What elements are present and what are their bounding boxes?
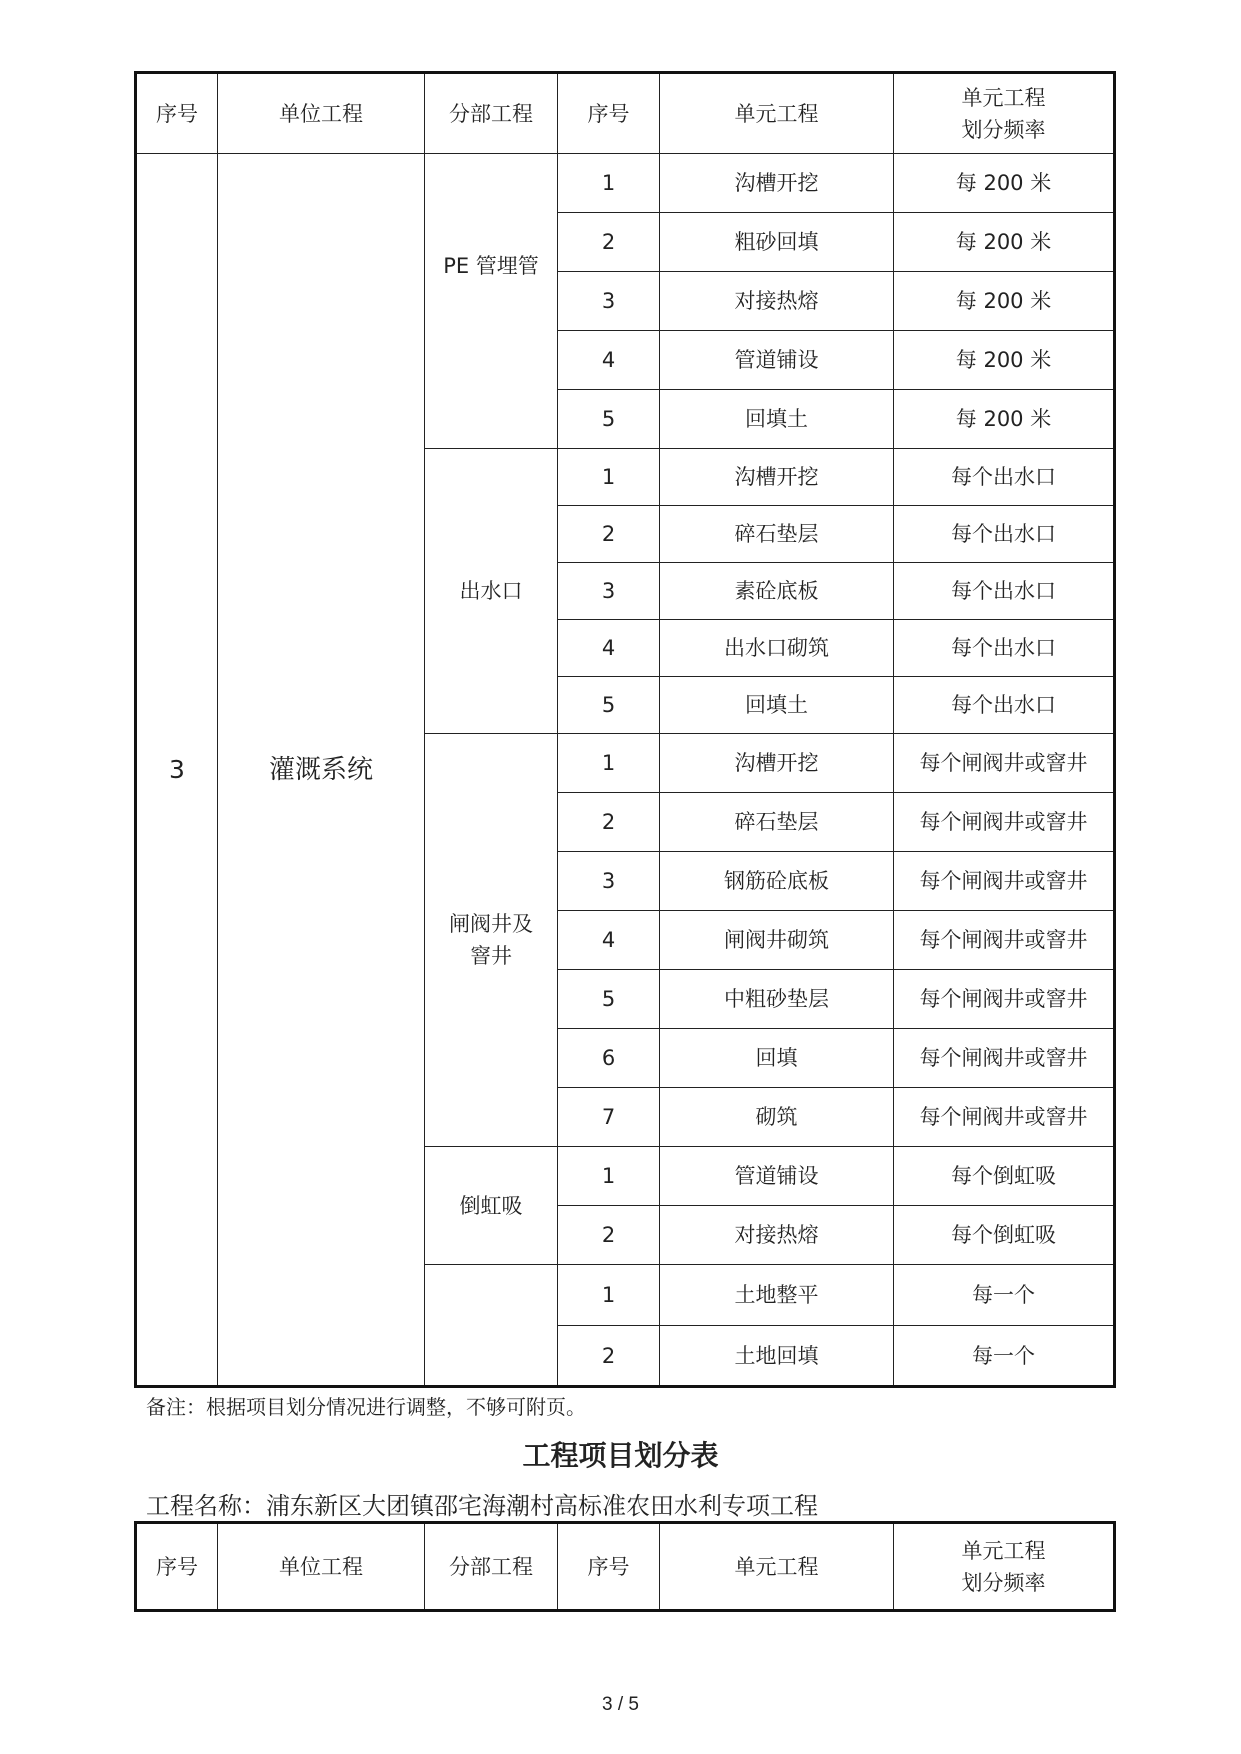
row-name: 闸阀井砌筑 <box>660 911 894 970</box>
row-freq: 每个出水口 <box>894 506 1115 563</box>
row-freq: 每 200 米 <box>894 213 1115 272</box>
header-frequency-line1: 单元工程 <box>961 85 1046 110</box>
row-freq: 每个闸阀井或窨井 <box>894 734 1115 793</box>
row-name: 回填土 <box>660 390 894 449</box>
row-no: 4 <box>558 331 660 390</box>
header-unit-project: 单位工程 <box>218 1523 425 1611</box>
row-freq: 每 200 米 <box>894 331 1115 390</box>
project-division-table <box>134 71 1116 1388</box>
row-no: 3 <box>558 563 660 620</box>
row-no: 1 <box>558 449 660 506</box>
header-item-seq: 序号 <box>558 1523 660 1611</box>
row-no: 2 <box>558 1326 660 1387</box>
row-no: 1 <box>558 1265 660 1326</box>
header-element-project: 单元工程 <box>660 73 894 154</box>
row-name: 管道铺设 <box>660 331 894 390</box>
row-freq: 每 200 米 <box>894 390 1115 449</box>
row-freq: 每一个 <box>894 1326 1115 1387</box>
remark-note: 备注：根据项目划分情况进行调整，不够可附页。 <box>146 1395 586 1419</box>
row-freq: 每个倒虹吸 <box>894 1206 1115 1265</box>
row-name: 土地回填 <box>660 1326 894 1387</box>
row-freq: 每个闸阀井或窨井 <box>894 1029 1115 1088</box>
row-name: 管道铺设 <box>660 1147 894 1206</box>
row-name: 中粗砂垫层 <box>660 970 894 1029</box>
row-freq: 每个闸阀井或窨井 <box>894 793 1115 852</box>
header-frequency <box>894 73 1115 154</box>
project-name: 工程名称：浦东新区大团镇邵宅海潮村高标准农田水利专项工程 <box>146 1492 818 1520</box>
header-seq: 序号 <box>136 1523 218 1611</box>
row-name: 土地整平 <box>660 1265 894 1326</box>
row-no: 2 <box>558 506 660 563</box>
sub-project-unnamed <box>425 1265 558 1387</box>
row-no: 7 <box>558 1088 660 1147</box>
row-name: 钢筋砼底板 <box>660 852 894 911</box>
row-no: 1 <box>558 734 660 793</box>
row-name: 砌筑 <box>660 1088 894 1147</box>
unit-name: 灌溉系统 <box>218 154 425 1387</box>
header-seq: 序号 <box>136 73 218 154</box>
row-name: 沟槽开挖 <box>660 734 894 793</box>
header-element-project: 单元工程 <box>660 1523 894 1611</box>
row-freq: 每个出水口 <box>894 449 1115 506</box>
sub-project-outlet: 出水口 <box>425 449 558 734</box>
row-name: 沟槽开挖 <box>660 449 894 506</box>
sub-project-label-line2: 窨井 <box>470 944 512 968</box>
row-no: 2 <box>558 793 660 852</box>
row-freq: 每 200 米 <box>894 272 1115 331</box>
row-name: 素砼底板 <box>660 563 894 620</box>
row-name: 对接热熔 <box>660 272 894 331</box>
row-no: 5 <box>558 970 660 1029</box>
table-row <box>136 154 1115 213</box>
header-unit-project: 单位工程 <box>218 73 425 154</box>
row-no: 1 <box>558 154 660 213</box>
row-no: 4 <box>558 911 660 970</box>
row-name: 碎石垫层 <box>660 506 894 563</box>
row-freq: 每个出水口 <box>894 620 1115 677</box>
row-no: 4 <box>558 620 660 677</box>
row-no: 5 <box>558 677 660 734</box>
header-sub-project: 分部工程 <box>425 73 558 154</box>
row-name: 对接热熔 <box>660 1206 894 1265</box>
header-sub-project: 分部工程 <box>425 1523 558 1611</box>
row-freq: 每 200 米 <box>894 154 1115 213</box>
row-name: 粗砂回填 <box>660 213 894 272</box>
row-name: 回填土 <box>660 677 894 734</box>
row-freq: 每个倒虹吸 <box>894 1147 1115 1206</box>
row-freq: 每一个 <box>894 1265 1115 1326</box>
table-header-row <box>136 73 1115 154</box>
row-no: 5 <box>558 390 660 449</box>
header-frequency <box>894 1523 1115 1611</box>
header-frequency-line2: 划分频率 <box>961 117 1046 142</box>
row-freq: 每个闸阀井或窨井 <box>894 1088 1115 1147</box>
page-number: 3 / 5 <box>602 1694 639 1715</box>
row-name: 出水口砌筑 <box>660 620 894 677</box>
header-frequency-line1: 单元工程 <box>961 1538 1046 1563</box>
row-freq: 每个出水口 <box>894 677 1115 734</box>
section-title: 工程项目划分表 <box>522 1439 719 1472</box>
sub-project-inverted-siphon: 倒虹吸 <box>425 1147 558 1265</box>
table-header-row <box>136 1523 1115 1611</box>
sub-project-pe-pipe <box>425 154 558 449</box>
sub-project-label-line1: 闸阀井及 <box>449 912 533 936</box>
unit-seq: 3 <box>136 154 218 1387</box>
row-freq: 每个闸阀井或窨井 <box>894 852 1115 911</box>
project-division-table-2 <box>134 1521 1116 1612</box>
row-freq: 每个闸阀井或窨井 <box>894 911 1115 970</box>
row-name: 沟槽开挖 <box>660 154 894 213</box>
row-freq: 每个出水口 <box>894 563 1115 620</box>
row-name: 碎石垫层 <box>660 793 894 852</box>
row-freq: 每个闸阀井或窨井 <box>894 970 1115 1029</box>
row-no: 6 <box>558 1029 660 1088</box>
row-no: 2 <box>558 213 660 272</box>
header-frequency-line2: 划分频率 <box>961 1570 1046 1595</box>
row-name: 回填 <box>660 1029 894 1088</box>
row-no: 1 <box>558 1147 660 1206</box>
row-no: 3 <box>558 852 660 911</box>
row-no: 2 <box>558 1206 660 1265</box>
sub-project-label: PE 管埋管 <box>443 254 539 278</box>
sub-project-valve-wells <box>425 734 558 1147</box>
header-item-seq: 序号 <box>558 73 660 154</box>
row-no: 3 <box>558 272 660 331</box>
